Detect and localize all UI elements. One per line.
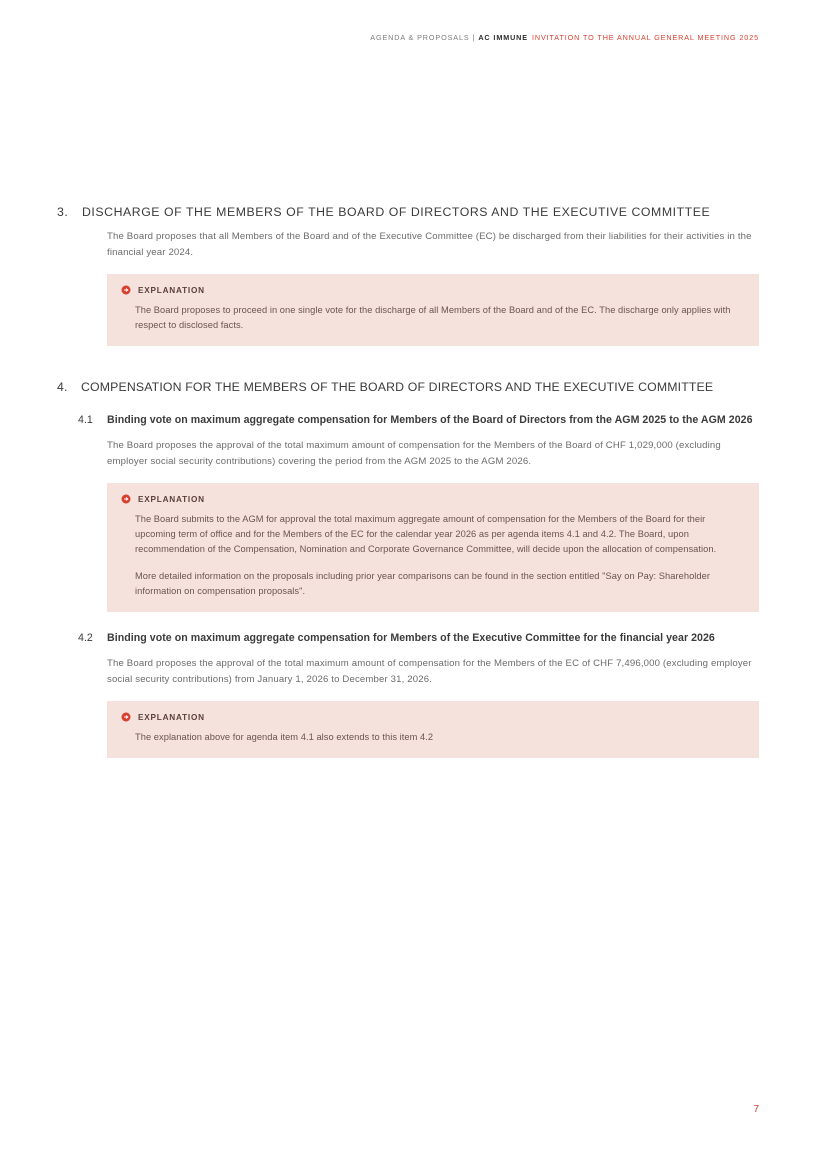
explanation-paragraph: More detailed information on the proposals including prior year comparisons can be found in the section entitled "Say on Pay: Shareholder information on compensation proposals". [135, 571, 711, 596]
agenda-item-4-2-number: 4.2 [78, 632, 93, 644]
document-content [0, 205, 814, 758]
arrow-circle-icon [121, 494, 131, 504]
agenda-item-3-heading [0, 205, 814, 219]
explanation-label: EXPLANATION [138, 712, 205, 722]
header-separator: | [472, 33, 476, 42]
agenda-item-4-number: 4. [57, 380, 68, 394]
agenda-item-3-number: 3. [57, 205, 69, 219]
running-header [370, 33, 759, 42]
agenda-item-3-title: DISCHARGE OF THE MEMBERS OF THE BOARD OF DIRECTORS AND THE EXECUTIVE COMMITTEE [82, 205, 711, 219]
agenda-item-4-2 [0, 630, 814, 758]
header-section-label: AGENDA & PROPOSALS [370, 33, 470, 42]
explanation-label: EXPLANATION [138, 285, 205, 295]
arrow-circle-icon [121, 712, 131, 722]
explanation-paragraph: The Board proposes to proceed in one single vote for the discharge of all Members of the Board and of the EC. The discharge only applies with respect to disclosed facts. [135, 305, 731, 330]
agenda-item-4-2-explanation [107, 701, 759, 758]
explanation-paragraph: The Board submits to the AGM for approval the total maximum aggregate amount of compensation for the Members of the Board for their upcoming term of office and for the Members of the EC for the calendar year 2026 as per agenda items 4.1 and 4.2. The Board, upon recommendation of the Compensation, Nomination and Corporate Governance Committee, will decide upon the allocation of compensation. [135, 514, 717, 554]
explanation-header [121, 494, 745, 504]
agenda-item-4-1 [0, 412, 814, 612]
arrow-circle-icon [121, 285, 131, 295]
agenda-item-4-title: COMPENSATION FOR THE MEMBERS OF THE BOARD OF DIRECTORS AND THE EXECUTIVE COMMITTEE [81, 380, 714, 394]
agenda-item-4-heading [0, 380, 814, 394]
explanation-header [121, 285, 745, 295]
agenda-item-3 [0, 205, 814, 346]
agenda-item-4-1-heading [78, 412, 754, 428]
explanation-paragraph: The explanation above for agenda item 4.1 also extends to this item 4.2 [135, 732, 434, 742]
header-brand: AC IMMUNE [478, 33, 528, 42]
agenda-item-4-2-title: Binding vote on maximum aggregate compensation for Members of the Executive Committee for the financial year 2026 [107, 632, 715, 644]
agenda-item-4-1-title: Binding vote on maximum aggregate compensation for Members of the Board of Directors from the AGM 2025 to the AGM 2026 [107, 414, 753, 426]
agenda-item-4-2-heading [78, 630, 754, 646]
agenda-item-4-1-body: The Board proposes the approval of the total maximum amount of compensation for the Members of the Board of CHF 1,029,000 (excluding employer social security contributions) covering the period from the AGM 2025 to the AGM 2026. [107, 440, 721, 467]
header-title: INVITATION TO THE ANNUAL GENERAL MEETING 2025 [531, 33, 759, 42]
agenda-item-3-body: The Board proposes that all Members of the Board and of the Executive Committee (EC) be discharged from their liabilities for their activities in the financial year 2024. [107, 231, 752, 258]
agenda-item-4-1-number: 4.1 [78, 414, 93, 426]
agenda-item-4-2-body: The Board proposes the approval of the total maximum amount of compensation for the Members of the EC of CHF 7,496,000 (excluding employer social security contributions) from January 1, 2026 to December 31, 2026. [107, 658, 752, 685]
explanation-label: EXPLANATION [138, 494, 205, 504]
page-number: 7 [753, 1104, 759, 1115]
agenda-item-4-1-explanation [107, 483, 759, 612]
agenda-item-4 [0, 380, 814, 758]
agenda-item-3-explanation [107, 274, 759, 346]
explanation-header [121, 712, 745, 722]
